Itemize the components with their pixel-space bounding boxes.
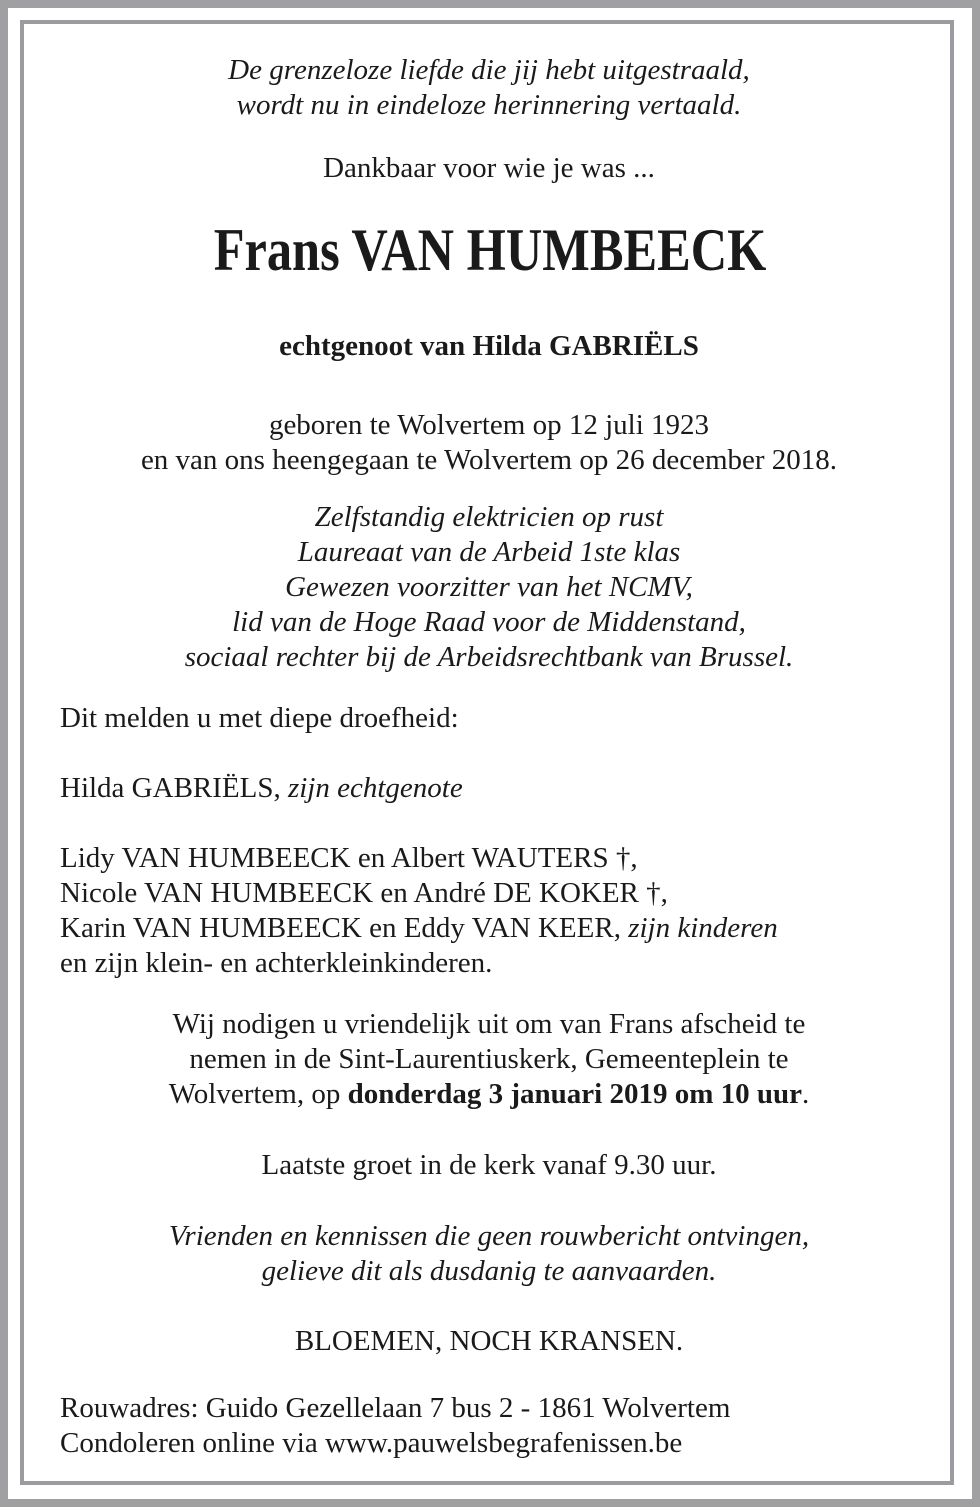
birth-line: geboren te Wolvertem op 12 juli 1923 xyxy=(268,409,710,441)
invite-line xyxy=(24,1076,954,1112)
invite-text: Wolvertem, op xyxy=(168,1078,341,1110)
child-line xyxy=(60,910,778,946)
deceased-name: Frans VAN HUMBEECK xyxy=(213,217,767,283)
address-line: Rouwadres: Guido Gezellelaan 7 bus 2 - 1861 Wolvertem xyxy=(60,1392,731,1424)
children-role: zijn kinderen xyxy=(628,912,778,944)
title-line: Gewezen voorzitter van het NCMV, xyxy=(285,571,693,603)
last-greeting: Laatste groet in de kerk vanaf 9.30 uur. xyxy=(261,1149,717,1181)
poem-line: wordt nu in eindeloze herinnering vertaald. xyxy=(236,89,742,121)
invite-line: Wij nodigen u vriendelijk uit om van Frans afscheid te xyxy=(172,1008,806,1040)
death-line: en van ons heengegaan te Wolvertem op 26 december 2018. xyxy=(140,444,838,476)
title-line: Laureaat van de Arbeid 1ste klas xyxy=(297,536,681,568)
online-condolence-line: Condoleren online via www.pauwelsbegrafenissen.be xyxy=(60,1427,683,1459)
friends-line: gelieve dit als dusdanig te aanvaarden. xyxy=(261,1255,717,1287)
announce-line: Dit melden u met diepe droefheid: xyxy=(60,702,459,734)
grandchildren-line: en zijn klein- en achterkleinkinderen. xyxy=(60,947,493,979)
thanks-line: Dankbaar voor wie je was ... xyxy=(323,152,655,184)
flowers-line: BLOEMEN, NOCH KRANSEN. xyxy=(294,1325,684,1357)
widow-name: Hilda GABRIËLS, xyxy=(60,772,281,804)
widow-role: zijn echtgenote xyxy=(287,772,463,804)
funeral-datetime: donderdag 3 januari 2019 om 10 uur xyxy=(347,1078,802,1110)
friends-line: Vrienden en kennissen die geen rouwbericht ontvingen, xyxy=(168,1220,810,1252)
widow-line xyxy=(60,770,463,806)
invite-period: . xyxy=(802,1078,810,1110)
invite-line: nemen in de Sint-Laurentiuskerk, Gemeenteplein te xyxy=(189,1043,789,1075)
title-line: sociaal rechter bij de Arbeidsrechtbank van Brussel. xyxy=(184,641,794,673)
child-line: Nicole VAN HUMBEECK en André DE KOKER †, xyxy=(60,877,668,909)
spouse-line: echtgenoot van Hilda GABRIËLS xyxy=(279,330,699,362)
child-names: Karin VAN HUMBEECK en Eddy VAN KEER, xyxy=(60,912,621,944)
child-line: Lidy VAN HUMBEECK en Albert WAUTERS †, xyxy=(60,842,638,874)
title-line: lid van de Hoge Raad voor de Middenstand, xyxy=(232,606,746,638)
poem-line: De grenzeloze liefde die jij hebt uitgestraald, xyxy=(228,54,750,86)
title-line: Zelfstandig elektricien op rust xyxy=(314,501,664,533)
